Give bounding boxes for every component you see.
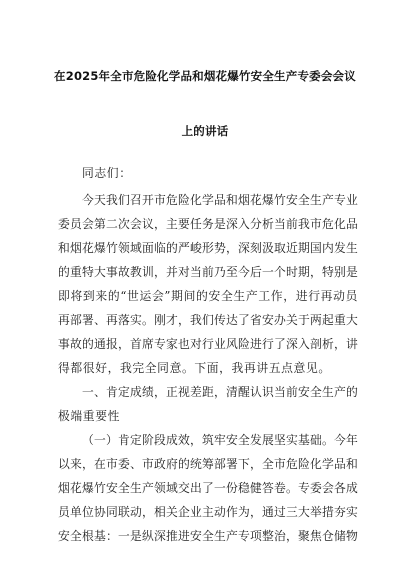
body-line: 委员会第二次会议，主要任务是深入分析当前我市危化品 (58, 217, 358, 231)
body-line: 即将到来的“世运会”期间的安全生产工作，进行再动员 (58, 289, 358, 303)
body-line: 事故的通报，首席专家也对行业风险进行了深入剖析，讲 (58, 337, 358, 351)
body-line: 安全根基：一是纵深推进安全生产专项整治，聚焦仓储物 (58, 529, 358, 543)
body-line: 以来，在市委、市政府的统筹部署下，全市危险化学品和 (58, 457, 358, 471)
body-line: 员单位协同联动，相关企业主动作为，通过三大举措夯实 (58, 505, 358, 519)
subsection-line: （一）肯定阶段成效，筑牢安全发展坚实基础。今年 (82, 433, 358, 447)
body-line: 和烟花爆竹领域面临的严峻形势，深刻汲取近期国内发生 (58, 241, 358, 255)
document-title: 在2025年全市危险化学品和烟花爆竹安全生产专委会会议 (54, 69, 356, 83)
body-line: 的重特大事故教训，并对当前乃至今后一个时期，特别是 (58, 265, 358, 279)
document-title-continued: 上的讲话 (181, 124, 229, 138)
section-heading: 一、肯定成绩，正视差距，清醒认识当前安全生产的 (82, 385, 358, 399)
body-line: 再部署、再落实。刚才，我们传达了省安办关于两起重大 (58, 313, 358, 327)
salutation: 同志们： (82, 166, 132, 180)
body-line: 得都很好，我完全同意。下面，我再讲五点意见。 (58, 361, 331, 375)
body-line: 今天我们召开市危险化学品和烟花爆竹安全生产专业 (82, 193, 358, 207)
body-line: 烟花爆竹安全生产领域交出了一份稳健答卷。专委会各成 (58, 481, 358, 495)
section-heading-continued: 极端重要性 (58, 409, 120, 423)
